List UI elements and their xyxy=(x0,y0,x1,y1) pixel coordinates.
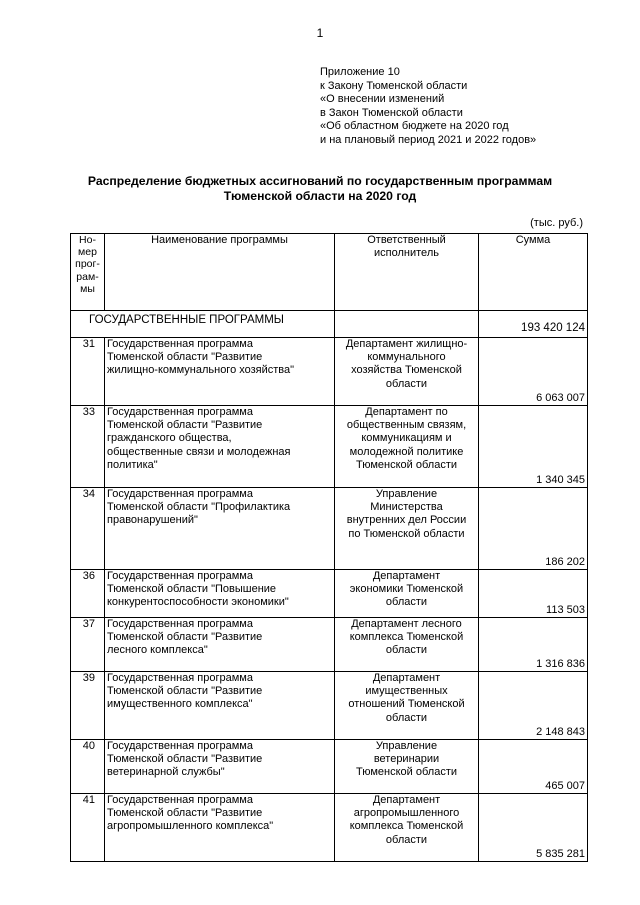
appendix-line: Приложение 10 xyxy=(320,66,400,78)
program-executor: Управление ветеринарии Тюменской области xyxy=(335,740,479,794)
table-row xyxy=(71,338,588,406)
table-row xyxy=(71,740,588,794)
program-name: Государственная программа Тюменской области "Развитие ветеринарной службы" xyxy=(105,740,335,794)
program-number: 37 xyxy=(71,618,105,672)
program-number: 34 xyxy=(71,488,105,570)
appendix-line: в Закон Тюменской области xyxy=(320,106,463,119)
document-title xyxy=(40,174,600,204)
appendix-note xyxy=(320,66,536,148)
section-label: ГОСУДАРСТВЕННЫЕ ПРОГРАММЫ xyxy=(71,311,335,338)
program-sum: 113 503 xyxy=(479,570,588,618)
program-sum: 1 316 836 xyxy=(479,618,588,672)
program-name: Государственная программа Тюменской области "Профилактика правонарушений" xyxy=(105,488,335,570)
program-number: 40 xyxy=(71,740,105,794)
appendix-line: «О внесении изменений xyxy=(320,93,445,106)
program-executor: Департамент имущественных отношений Тюменской области xyxy=(335,672,479,740)
table-row xyxy=(71,406,588,488)
header-number: Но- мер прог- рам- мы xyxy=(71,234,105,311)
budget-table-body xyxy=(71,234,588,862)
program-executor: Департамент агропромышленного комплекса Тюменской области xyxy=(335,794,479,862)
program-sum: 5 835 281 xyxy=(479,794,588,862)
program-executor: Управление Министерства внутренних дел России по Тюменской области xyxy=(335,488,479,570)
program-number: 33 xyxy=(71,406,105,488)
document-title-line: Распределение бюджетных ассигнований по государственным программам xyxy=(87,174,553,188)
program-number: 31 xyxy=(71,338,105,406)
table-header-row xyxy=(71,234,588,311)
table-row xyxy=(71,570,588,618)
program-number: 36 xyxy=(71,570,105,618)
program-sum: 186 202 xyxy=(479,488,588,570)
table-row xyxy=(71,488,588,570)
budget-table xyxy=(70,233,588,862)
page-number: 1 xyxy=(316,26,324,40)
table-row xyxy=(71,794,588,862)
header-executor: Ответственный исполнитель xyxy=(335,234,479,311)
header-sum: Сумма xyxy=(479,234,588,311)
appendix-line: к Закону Тюменской области xyxy=(320,79,468,92)
program-executor: Департамент экономики Тюменской области xyxy=(335,570,479,618)
program-name: Государственная программа Тюменской области "Развитие жилищно-коммунального хозяйства" xyxy=(105,338,335,406)
document-title-line: Тюменской области на 2020 год xyxy=(223,189,417,203)
table-row xyxy=(71,618,588,672)
program-name: Государственная программа Тюменской области "Развитие лесного комплекса" xyxy=(105,618,335,672)
program-number: 41 xyxy=(71,794,105,862)
section-executor-empty xyxy=(335,311,479,338)
program-executor: Департамент жилищно- коммунального хозяйства Тюменской области xyxy=(335,338,479,406)
program-sum: 6 063 007 xyxy=(479,338,588,406)
program-name: Государственная программа Тюменской области "Повышение конкурентоспособности экономики" xyxy=(105,570,335,618)
program-name: Государственная программа Тюменской области "Развитие гражданского общества, общественные связи и молодежная политика" xyxy=(105,406,335,488)
program-sum: 465 007 xyxy=(479,740,588,794)
program-sum: 2 148 843 xyxy=(479,672,588,740)
section-total: 193 420 124 xyxy=(479,311,588,338)
table-row xyxy=(71,672,588,740)
appendix-line: «Об областном бюджете на 2020 год xyxy=(320,120,509,133)
program-number: 39 xyxy=(71,672,105,740)
program-executor: Департамент по общественным связям, коммуникациям и молодежной политике Тюменской области xyxy=(335,406,479,488)
section-row xyxy=(71,311,588,338)
program-name: Государственная программа Тюменской области "Развитие агропромышленного комплекса" xyxy=(105,794,335,862)
appendix-line: и на плановый период 2021 и 2022 годов» xyxy=(320,133,537,146)
header-name: Наименование программы xyxy=(105,234,335,311)
program-executor: Департамент лесного комплекса Тюменской области xyxy=(335,618,479,672)
program-name: Государственная программа Тюменской области "Развитие имущественного комплекса" xyxy=(105,672,335,740)
program-sum: 1 340 345 xyxy=(479,406,588,488)
units-label: (тыс. руб.) xyxy=(530,217,583,229)
